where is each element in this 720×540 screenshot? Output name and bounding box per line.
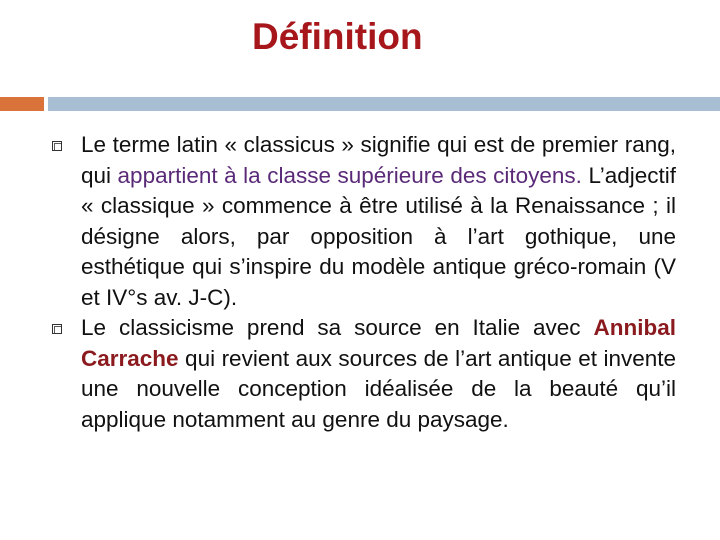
bullet-item-definition: [0, 130, 676, 313]
slide-title: Définition: [252, 16, 423, 57]
bullet-text: L’adjectif « classique » commence à être utilisé à la Renaissance ; il désigne alors, par opposition à l’art gothique, une esthétique qui s’inspire du modèle antique gréco-romain (V et IV°s av. J-C).: [81, 162, 676, 310]
artist-name: Annibal Carrache: [81, 315, 676, 371]
square-bullet-icon: [52, 324, 62, 334]
accent-bar-blue: [48, 97, 720, 111]
bullet-text: Le classicisme prend sa source en Italie avec: [81, 315, 594, 340]
bullet-list: [0, 130, 720, 435]
bullet-item-origin: [0, 313, 676, 435]
bullet-text: Le terme latin « classicus » signifie qui est de premier rang, qui: [81, 132, 676, 188]
highlight-text: appartient à la classe supérieure des citoyens.: [117, 162, 582, 188]
square-bullet-icon: [52, 141, 62, 151]
accent-bar-orange: [0, 97, 44, 111]
bullet-text: qui revient aux sources de l’art antique et invente une nouvelle conception idéalisée de la beauté qu’il applique notamment au genre du paysage.: [81, 345, 676, 432]
